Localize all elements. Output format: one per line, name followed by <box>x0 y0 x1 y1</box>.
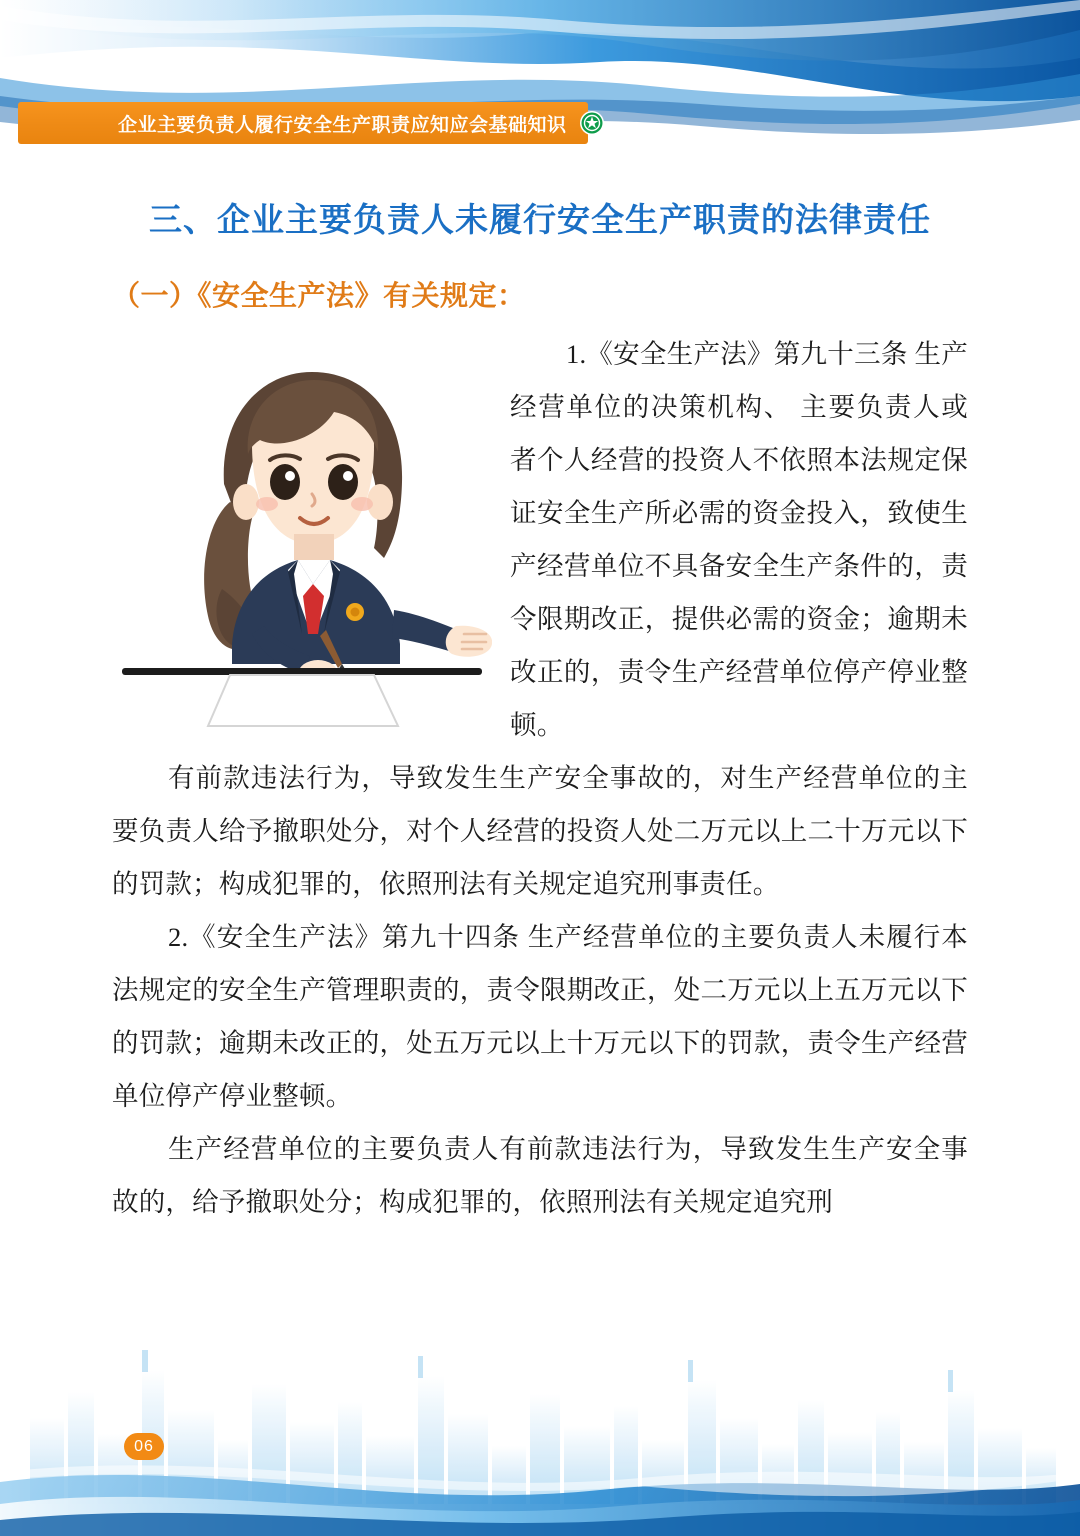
paragraph-3: 2.《安全生产法》第九十四条 生产经营单位的主要负责人未履行本法规定的安全生产管理职责的，责令限期改正，处二万元以上五万元以下的罚款；逾期未改正的，处五万元以上十万元以下的罚款，责令生产经营单位停产停业整顿。 <box>112 922 968 1112</box>
bottom-decorative-skyline <box>0 1306 1080 1536</box>
page-title: 三、企业主要负责人未履行安全生产职责的法律责任 <box>149 203 931 239</box>
page-content <box>0 200 1080 1229</box>
paragraph-2: 有前款违法行为，导致发生生产安全事故的，对生产经营单位的主要负责人给予撤职处分，对个人经营的投资人处二万元以上二十万元以下的罚款；构成犯罪的，依照刑法有关规定追究刑事责任。 <box>112 763 968 900</box>
running-header-title: 企业主要负责人履行安全生产职责应知应会基础知识 <box>118 114 567 136</box>
subsection-title: （一）《安全生产法》有关规定： <box>112 280 526 312</box>
safety-emblem-icon <box>579 110 605 136</box>
paragraph-4: 生产经营单位的主要负责人有前款违法行为，导致发生生产安全事故的，给予撤职处分；构成犯罪的，依照刑法有关规定追究刑 <box>112 1134 968 1218</box>
paragraph-1: 1.《安全生产法》第九十三条 生产经营单位的决策机构、 主要负责人或者个人经营的投资人不依照本法规定保证安全生产所必需的资金投入，致使生产经营单位不具备安全生产条件的，责令限期改正，提供必需的资金；逾期未改正的，责令生产经营单位停产停业整顿。 <box>510 339 968 741</box>
running-header <box>18 102 588 144</box>
page-number: 06 <box>124 1433 164 1460</box>
cartoon-businesswoman-at-desk-illustration <box>112 334 492 734</box>
